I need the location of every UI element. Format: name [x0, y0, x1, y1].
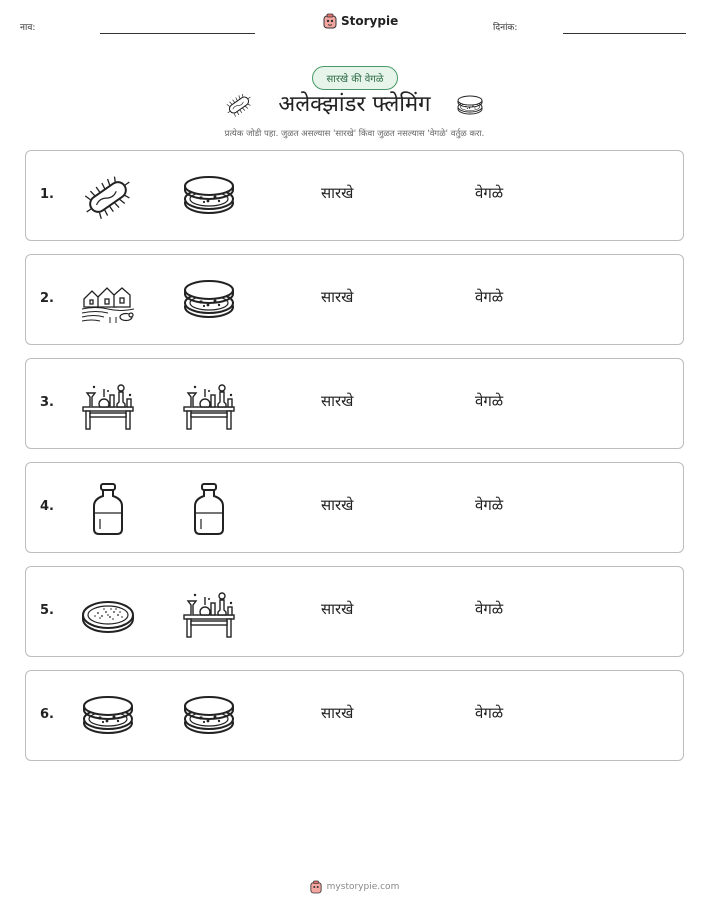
bacterium-icon — [80, 169, 136, 225]
page-footer — [0, 880, 709, 894]
lab-bench-icon — [181, 377, 237, 433]
same-option[interactable]: सारखे — [321, 184, 354, 202]
different-option[interactable]: वेगळे — [475, 392, 504, 410]
lab-bench-icon — [181, 585, 237, 641]
same-option[interactable]: सारखे — [321, 392, 354, 410]
different-option[interactable]: वेगळे — [475, 704, 504, 722]
petri-dish-icon — [456, 92, 484, 120]
page-header — [0, 0, 709, 40]
petri-dish-icon — [181, 273, 237, 329]
footer-site: mystorypie.com — [326, 882, 400, 892]
worksheet-tag: सारखे की वेगळे — [312, 66, 398, 90]
lab-bench-icon — [80, 377, 136, 433]
culture-dish-icon — [80, 585, 136, 641]
question-card — [25, 670, 684, 761]
storypie-logo-icon — [310, 880, 322, 894]
storypie-logo-icon — [323, 13, 337, 29]
name-label: नाव: — [20, 23, 36, 33]
date-label: दिनांक: — [493, 23, 518, 33]
same-option[interactable]: सारखे — [321, 288, 354, 306]
name-field-line[interactable] — [100, 33, 255, 34]
question-card — [25, 566, 684, 657]
question-number: 6. — [40, 707, 54, 722]
same-option[interactable]: सारखे — [321, 600, 354, 618]
petri-dish-icon — [80, 689, 136, 745]
question-card — [25, 358, 684, 449]
question-card — [25, 150, 684, 241]
different-option[interactable]: वेगळे — [475, 184, 504, 202]
different-option[interactable]: वेगळे — [475, 288, 504, 306]
brand-name: Storypie — [341, 14, 399, 28]
petri-dish-icon — [181, 169, 237, 225]
same-option[interactable]: सारखे — [321, 704, 354, 722]
brand-logo — [323, 13, 398, 29]
question-number: 3. — [40, 395, 54, 410]
bottle-icon — [80, 481, 136, 537]
bottle-icon — [181, 481, 237, 537]
question-number: 2. — [40, 291, 54, 306]
question-number: 5. — [40, 603, 54, 618]
question-number: 4. — [40, 499, 54, 514]
farm-icon — [80, 273, 136, 329]
petri-dish-icon — [181, 689, 237, 745]
same-option[interactable]: सारखे — [321, 496, 354, 514]
worksheet-title: अलेक्झांडर फ्लेमिंग — [278, 92, 431, 117]
different-option[interactable]: वेगळे — [475, 600, 504, 618]
question-card — [25, 254, 684, 345]
instructions: प्रत्येक जोडी पहा. जुळत असल्यास 'सारखे' किंवा जुळत नसल्यास 'वेगळे' वर्तुळ करा. — [224, 129, 485, 139]
question-card — [25, 462, 684, 553]
date-field-line[interactable] — [563, 33, 686, 34]
different-option[interactable]: वेगळे — [475, 496, 504, 514]
question-number: 1. — [40, 187, 54, 202]
